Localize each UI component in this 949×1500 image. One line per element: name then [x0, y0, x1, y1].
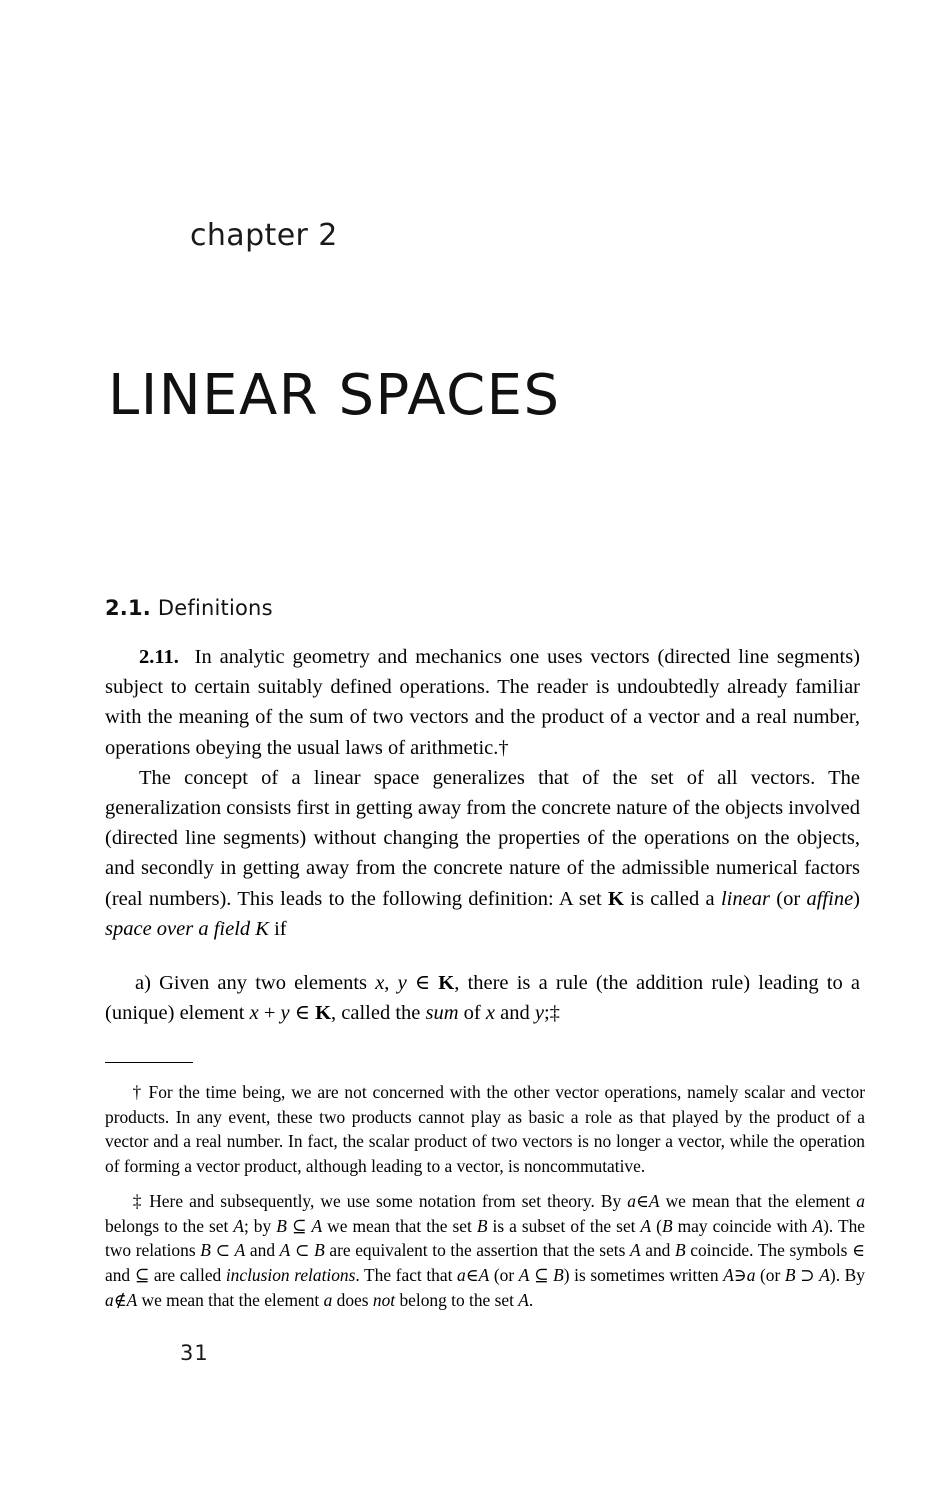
footnote-dagger: † For the time being, we are not concerned with the other vector operations, namely scalar and vector products. In any event, these two products cannot play as basic a role as that played by the product of a vector and a real number. In fact, the scalar product of two vectors is no longer a vector, while the operation of forming a vector product, although leading to a vector, is noncommutative.	[105, 1082, 865, 1177]
paragraph-number: 2.11.	[139, 646, 179, 668]
page-number: 31	[180, 1341, 209, 1365]
term-affine: affine	[806, 887, 854, 910]
paragraph-concept: The concept of a linear space generalizes that of the set of all vectors. The generalization consists first in getting away from the concrete nature of the objects involved (directed line segments) without changing the properties of the operations on the objects, and secondly in getting away from the concrete nature of the admissible numerical factors (real numbers). This leads to the following definition: A set K is called a linear (or affine) space over a field K if	[105, 766, 860, 940]
paragraph-2-11: 2.11. In analytic geometry and mechanics one uses vectors (directed line segments) subject to certain suitably defined operations. The reader is undoubtedly already familiar with the meaning of the sum of two vectors and the product of a vector and a real number, operations obeying the usual laws of arithmetic.†	[105, 646, 860, 759]
term-sum: sum	[425, 1002, 459, 1025]
symbol-bold-k: K	[607, 887, 624, 910]
footnote-double-dagger: ‡ Here and subsequently, we use some notation from set theory. By a∈A we mean that the element a belongs to the set A; by B ⊆ A we mean that the set B is a subset of the set A (B may coincide with A). The two relations B ⊂ A and A ⊂ B are equivalent to the assertion that the sets A and B coincide. The symbols ∈ and ⊆ are called inclusion relations. The fact that a∈A (or A ⊆ B) is sometimes written A∋a (or B ⊃ A). By a∉A we mean that the element a does not belong to the set A.	[105, 1190, 865, 1310]
section-number: 2.1.	[105, 596, 151, 620]
paragraph-item-a: a) Given any two elements x, y ∈ K, there is a rule (the addition rule) leading to a (unique) element x + y ∈ K, called the sum of x and y;‡	[105, 972, 861, 1025]
body-text-column	[105, 596, 860, 1028]
section-title: Definitions	[157, 596, 273, 620]
term-inclusion-relations: inclusion relations	[225, 1264, 356, 1285]
footnotes-area	[105, 1080, 865, 1312]
term-linear: linear	[720, 887, 770, 910]
chapter-label: chapter 2	[190, 218, 338, 253]
chapter-title: LINEAR SPACES	[108, 362, 561, 428]
emph-not: not	[372, 1289, 396, 1310]
footnote-separator-rule	[105, 1062, 193, 1063]
term-space-over-field: space over a field K	[105, 917, 269, 940]
section-heading	[105, 596, 860, 620]
